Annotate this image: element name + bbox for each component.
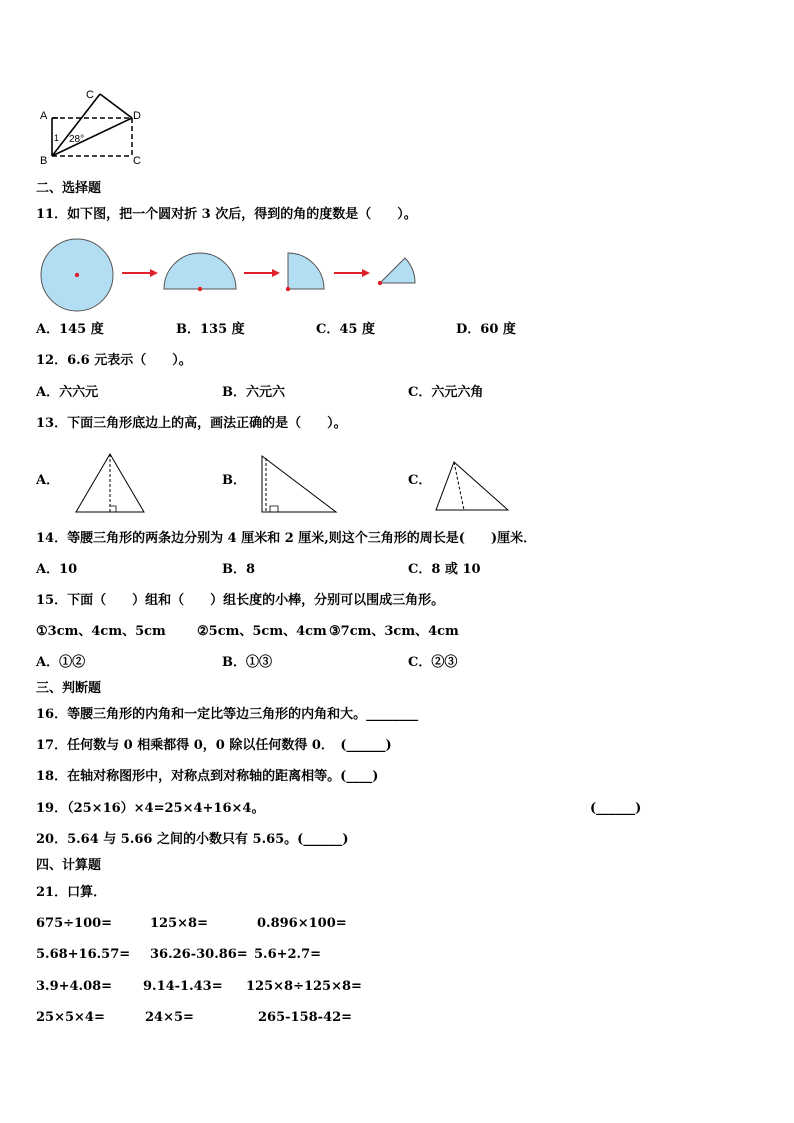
q13-triangle-a bbox=[72, 450, 148, 516]
label-D: D bbox=[133, 110, 141, 122]
q15-group-2: ②5cm、5cm、4cm bbox=[197, 624, 327, 639]
q19-stem: 19．（25×16）×4=25×4+16×4。 bbox=[36, 801, 265, 816]
q13-stem: 13．下面三角形底边上的高，画法正确的是（ ）。 bbox=[36, 416, 347, 431]
q15-stem: 15．下面（ ）组和（ ）组长度的小棒，分别可以围成三角形。 bbox=[36, 593, 445, 608]
label-angle-1: 1 bbox=[54, 133, 60, 143]
q17-stem: 17．任何数与 0 相乘都得 0，0 除以任何数得 0． (______) bbox=[36, 738, 392, 753]
q20-stem: 20．5.64 与 5.66 之间的小数只有 5.65。(______) bbox=[36, 832, 349, 847]
calc-item: 5.68+16.57= bbox=[36, 947, 131, 962]
calc-item: 0.896×100= bbox=[257, 916, 347, 931]
label-C-bottom: C bbox=[133, 155, 141, 167]
calc-item: 24×5= bbox=[145, 1010, 194, 1025]
q13-option-a[interactable]: A． bbox=[36, 473, 60, 488]
q12-stem: 12．6.6 元表示（ ）。 bbox=[36, 353, 192, 368]
q15-option-c[interactable]: C．②③ bbox=[408, 655, 458, 670]
q15-group-1: ①3cm、4cm、5cm bbox=[36, 624, 166, 639]
q12-option-b[interactable]: B．六元六 bbox=[222, 385, 285, 400]
q11-stem: 11．如下图，把一个圆对折 3 次后，得到的角的度数是（ ）。 bbox=[36, 207, 417, 222]
label-C-top: C bbox=[86, 89, 94, 101]
q18-stem: 18．在轴对称图形中，对称点到对称轴的距离相等。(____) bbox=[36, 769, 379, 784]
calc-item: 36.26-30.86= bbox=[150, 947, 248, 962]
q15-group-3: ③7cm、3cm、4cm bbox=[329, 624, 459, 639]
label-A: A bbox=[40, 110, 48, 122]
q13-option-c[interactable]: C． bbox=[408, 473, 432, 488]
section-calc-title: 四、计算题 bbox=[36, 858, 102, 873]
q11-option-c[interactable]: C．45 度 bbox=[316, 322, 375, 337]
q16-stem: 16．等腰三角形的内角和一定比等边三角形的内角和大。________ bbox=[36, 707, 419, 722]
calc-item: 125×8= bbox=[150, 916, 208, 931]
q14-option-a[interactable]: A．10 bbox=[36, 562, 78, 577]
calc-item: 9.14-1.43= bbox=[143, 979, 223, 994]
q15-option-b[interactable]: B．①③ bbox=[222, 655, 272, 670]
rectangle-fold-figure bbox=[36, 86, 148, 168]
label-B: B bbox=[40, 155, 48, 167]
calc-item: 125×8÷125×8= bbox=[246, 979, 362, 994]
q14-option-b[interactable]: B．8 bbox=[222, 562, 256, 577]
calc-item: 675÷100= bbox=[36, 916, 113, 931]
q21-stem: 21．口算． bbox=[36, 885, 107, 900]
circle-folding-figure bbox=[38, 237, 420, 315]
calc-item: 265-158-42= bbox=[258, 1010, 353, 1025]
q14-option-c[interactable]: C．8 或 10 bbox=[408, 562, 481, 577]
q13-triangle-b bbox=[256, 452, 340, 516]
calc-item: 5.6+2.7= bbox=[254, 947, 322, 962]
section-judge-title: 三、判断题 bbox=[36, 681, 102, 696]
label-angle-28: 28° bbox=[69, 134, 85, 145]
q13-option-b[interactable]: B． bbox=[222, 473, 246, 488]
q12-option-c[interactable]: C．六元六角 bbox=[408, 385, 484, 400]
q11-option-a[interactable]: A．145 度 bbox=[36, 322, 104, 337]
q13-triangle-c bbox=[432, 458, 512, 514]
q11-option-b[interactable]: B．135 度 bbox=[176, 322, 245, 337]
section-choice-title: 二、选择题 bbox=[36, 181, 102, 196]
calc-item: 25×5×4= bbox=[36, 1010, 105, 1025]
q15-option-a[interactable]: A．①② bbox=[36, 655, 86, 670]
q12-option-a[interactable]: A．六六元 bbox=[36, 385, 99, 400]
q19-answer-blank[interactable]: (______) bbox=[590, 801, 642, 816]
q14-stem: 14．等腰三角形的两条边分别为 4 厘米和 2 厘米,则这个三角形的周长是( )厘米． bbox=[36, 531, 537, 546]
calc-item: 3.9+4.08= bbox=[36, 979, 113, 994]
q11-option-d[interactable]: D．60 度 bbox=[456, 322, 516, 337]
